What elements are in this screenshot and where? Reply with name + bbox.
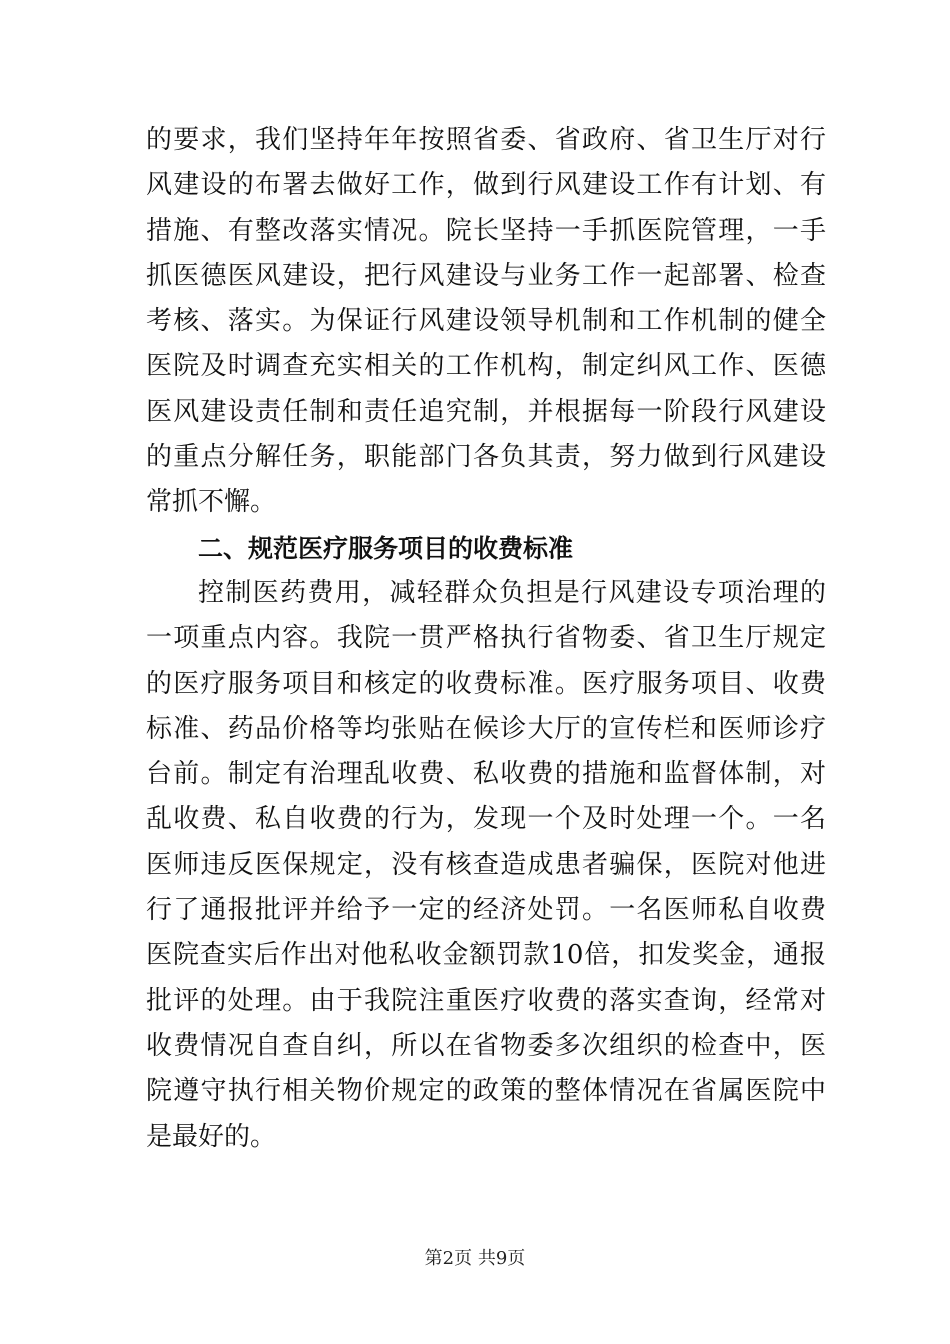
text-line: 风建设的布署去做好工作，做到行风建设工作有计划、有 xyxy=(146,170,826,201)
text-line: 的重点分解任务，职能部门各负其责，努力做到行风建设 xyxy=(146,442,826,473)
text-line: 考核、落实。为保证行风建设领导机制和工作机制的健全 xyxy=(146,306,826,337)
page-footer: 第2页 共9页 xyxy=(424,1248,526,1269)
text-line: 乱收费、私自收费的行为，发现一个及时处理一个。一名 xyxy=(146,804,826,835)
text-line: 院遵守执行相关物价规定的政策的整体情况在省属医院中 xyxy=(146,1076,826,1107)
text-line: 措施、有整改落实情况。院长坚持一手抓医院管理，一手 xyxy=(146,215,826,246)
text-line: 医院查实后作出对他私收金额罚款10倍，扣发奖金，通报 xyxy=(146,940,826,971)
text-line: 收费情况自查自纠，所以在省物委多次组织的检查中，医 xyxy=(146,1030,826,1061)
text-line: 医风建设责任制和责任追究制，并根据每一阶段行风建设 xyxy=(146,396,826,427)
body-text xyxy=(146,118,826,1160)
text-line: 常抓不懈。 xyxy=(146,487,277,518)
text-line: 医师违反医保规定，没有核查造成患者骗保，医院对他进 xyxy=(146,849,826,880)
text-line: 一项重点内容。我院一贯严格执行省物委、省卫生厅规定 xyxy=(146,623,826,654)
text-line: 是最好的。 xyxy=(146,1121,277,1152)
text-line: 台前。制定有治理乱收费、私收费的措施和监督体制，对 xyxy=(146,759,826,790)
text-line: 控制医药费用，减轻群众负担是行风建设专项治理的 xyxy=(198,577,826,608)
text-line: 行了通报批评并给予一定的经济处罚。一名医师私自收费 xyxy=(146,895,826,926)
text-line: 批评的处理。由于我院注重医疗收费的落实查询，经常对 xyxy=(146,985,826,1016)
text-line: 医院及时调查充实相关的工作机构，制定纠风工作、医德 xyxy=(146,351,826,382)
section-heading: 二、规范医疗服务项目的收费标准 xyxy=(198,533,574,563)
text-line: 的要求，我们坚持年年按照省委、省政府、省卫生厅对行 xyxy=(146,125,826,155)
text-line: 的医疗服务项目和核定的收费标准。医疗服务项目、收费 xyxy=(146,668,826,699)
text-line: 抓医德医风建设，把行风建设与业务工作一起部署、检查 xyxy=(146,260,826,291)
text-line: 标准、药品价格等均张贴在候诊大厅的宣传栏和医师诊疗 xyxy=(146,713,826,744)
